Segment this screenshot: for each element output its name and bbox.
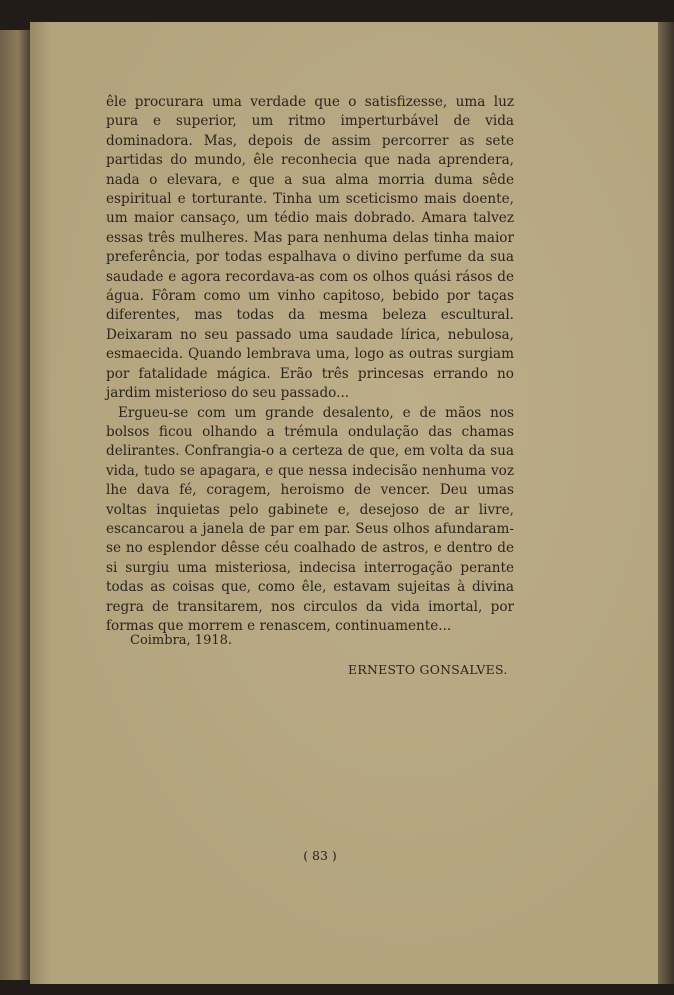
place-date: Coimbra, 1918. bbox=[130, 633, 233, 648]
body-text bbox=[106, 93, 514, 636]
author-signature: ERNESTO GONSALVES. bbox=[348, 662, 508, 677]
previous-page-edge bbox=[0, 30, 30, 980]
paragraph-1: êle procurara uma verdade que o satisfizesse, uma luz pura e superior, um ritmo imperturbável de vida dominadora. Mas, depois de assim percorrer as sete partidas do mundo, êle reconhecia que nada aprendera, nada o elevara, e que a sua alma morria duma sêde espiritual e torturante. Tinha um sceticismo mais doente, um maior cansaço, um tédio mais dobrado. Amara talvez essas três mulheres. Mas para nenhuma delas tinha maior preferência, por todas espalhava o divino perfume da sua saudade e agora recordava-as com os olhos quási rásos de água. Fôram como um vinho capitoso, bebido por taças diferentes, mas todas da mesma beleza escultural. Deixaram no seu passado uma saudade lírica, nebulosa, esmaecida. Quando lembrava uma, logo as outras surgiam por fatalidade mágica. Erão três princesas errando no jardim misterioso do seu passado... bbox=[106, 94, 514, 402]
page-number: ( 83 ) bbox=[303, 848, 337, 863]
page-right-edge bbox=[656, 22, 674, 984]
paragraph-2: Ergueu-se com um grande desalento, e de mãos nos bolsos ficou olhando a trémula ondulação das chamas delirantes. Confrangia-o a certeza de que, em volta da sua vida, tudo se apagara, e que nessa indecisão nenhuma voz lhe dava fé, coragem, heroismo de vencer. Deu umas voltas inquietas pelo gabinete e, desejoso de ar livre, escancarou a janela de par em par. Seus olhos afundaram-se no esplendor dêsse céu coalhado de astros, e dentro de si surgiu uma misteriosa, indecisa interrogação perante todas as coisas que, como êle, estavam sujeitas à divina regra de transitarem, nos circulos da vida imortal, por formas que morrem e renascem, continuamente... bbox=[106, 404, 514, 634]
